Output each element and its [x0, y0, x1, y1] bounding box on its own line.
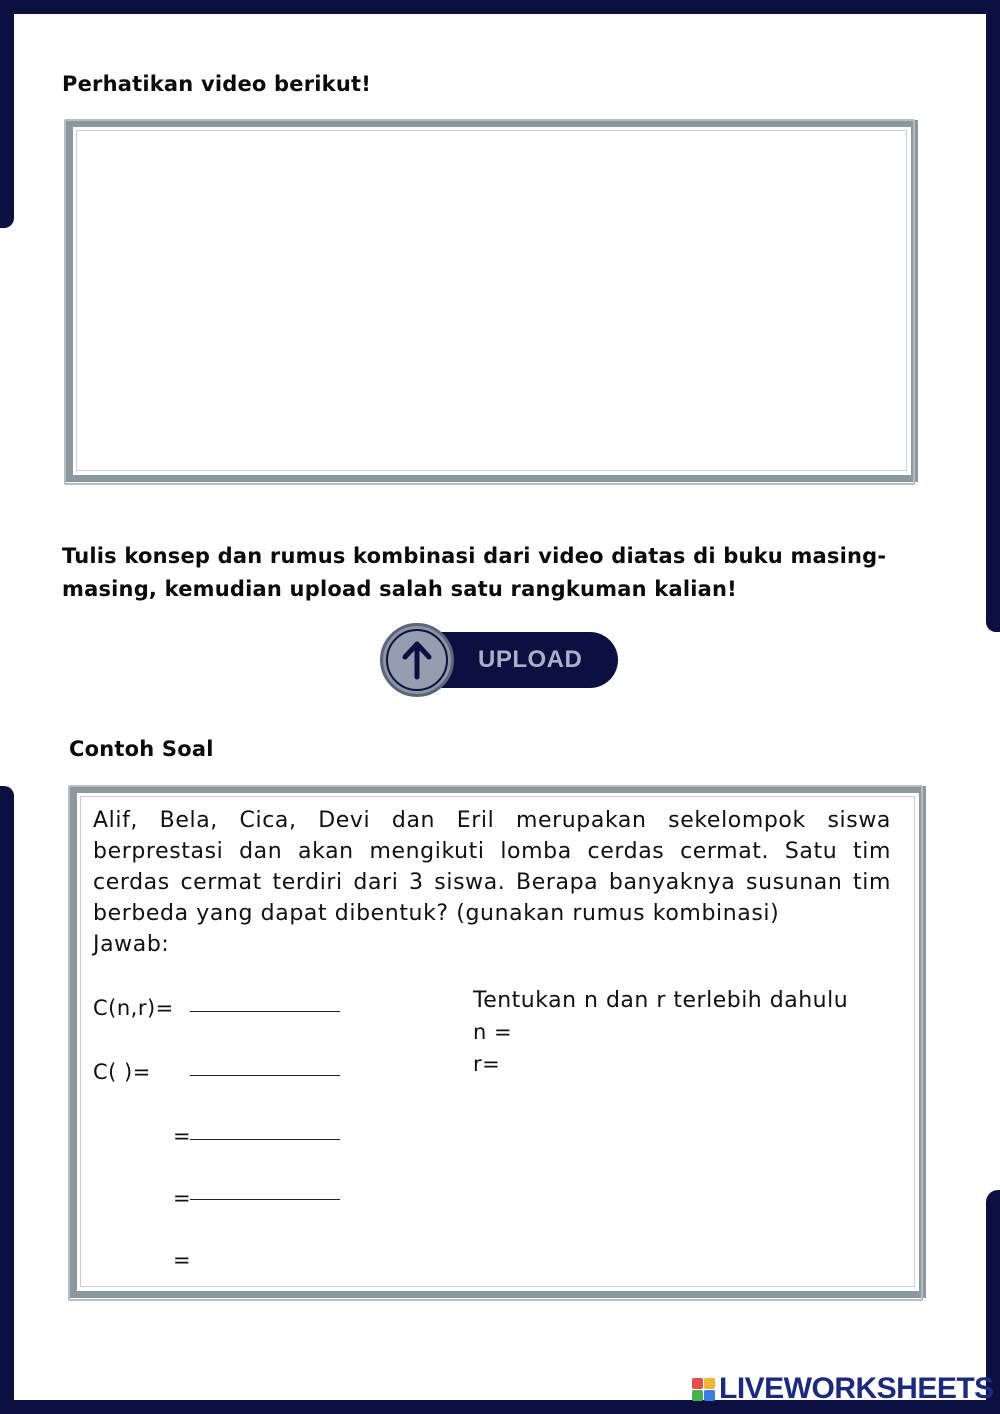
substitution-label: C( )= — [93, 1060, 151, 1084]
step-2-equals: = — [173, 1186, 192, 1210]
liveworksheets-watermark — [692, 1374, 994, 1404]
upload-button-label[interactable]: UPLOAD — [478, 646, 583, 673]
step-1-answer-line[interactable] — [190, 1139, 340, 1140]
example-heading: Contoh Soal — [69, 737, 214, 761]
page-frame-top — [0, 0, 1000, 14]
substitution-answer-line[interactable] — [190, 1075, 340, 1076]
watermark-text: LIVEWORKSHEETS — [719, 1372, 994, 1405]
hint-text: Tentukan n dan r terlebih dahulu — [473, 988, 849, 1013]
page-frame-left-bottom — [0, 786, 14, 1414]
step-1-equals: = — [173, 1124, 192, 1148]
question-text: Alif, Bela, Cica, Devi dan Eril merupakan sekelompok siswa berprestasi dan akan mengikuti lomba cerdas cermat. Satu tim cerdas cermat terdiri dari 3 siswa. Berapa banyaknya susunan tim berbeda yang dapat dibentuk? (gunakan rumus kombinasi) — [93, 808, 891, 926]
liveworksheets-logo-icon — [692, 1378, 715, 1401]
step-2-answer-line[interactable] — [190, 1199, 340, 1200]
n-label: n = — [473, 1020, 513, 1044]
instruction-text: Tulis konsep dan rumus kombinasi dari video diatas di buku masing-masing, kemudian upload salah satu rangkuman kalian! — [62, 544, 887, 601]
page-frame-left-top — [0, 0, 14, 228]
up-arrow-icon[interactable] — [398, 639, 436, 681]
answer-label: Jawab: — [93, 932, 170, 957]
video-heading: Perhatikan video berikut! — [62, 72, 372, 96]
formula-answer-line[interactable] — [190, 1011, 340, 1012]
example-question — [93, 805, 891, 960]
step-3-equals: = — [173, 1248, 192, 1272]
r-label: r= — [473, 1052, 501, 1076]
formula-label: C(n,r)= — [93, 996, 174, 1020]
video-player-area[interactable] — [66, 120, 918, 482]
page-frame-right-top — [986, 0, 1000, 632]
